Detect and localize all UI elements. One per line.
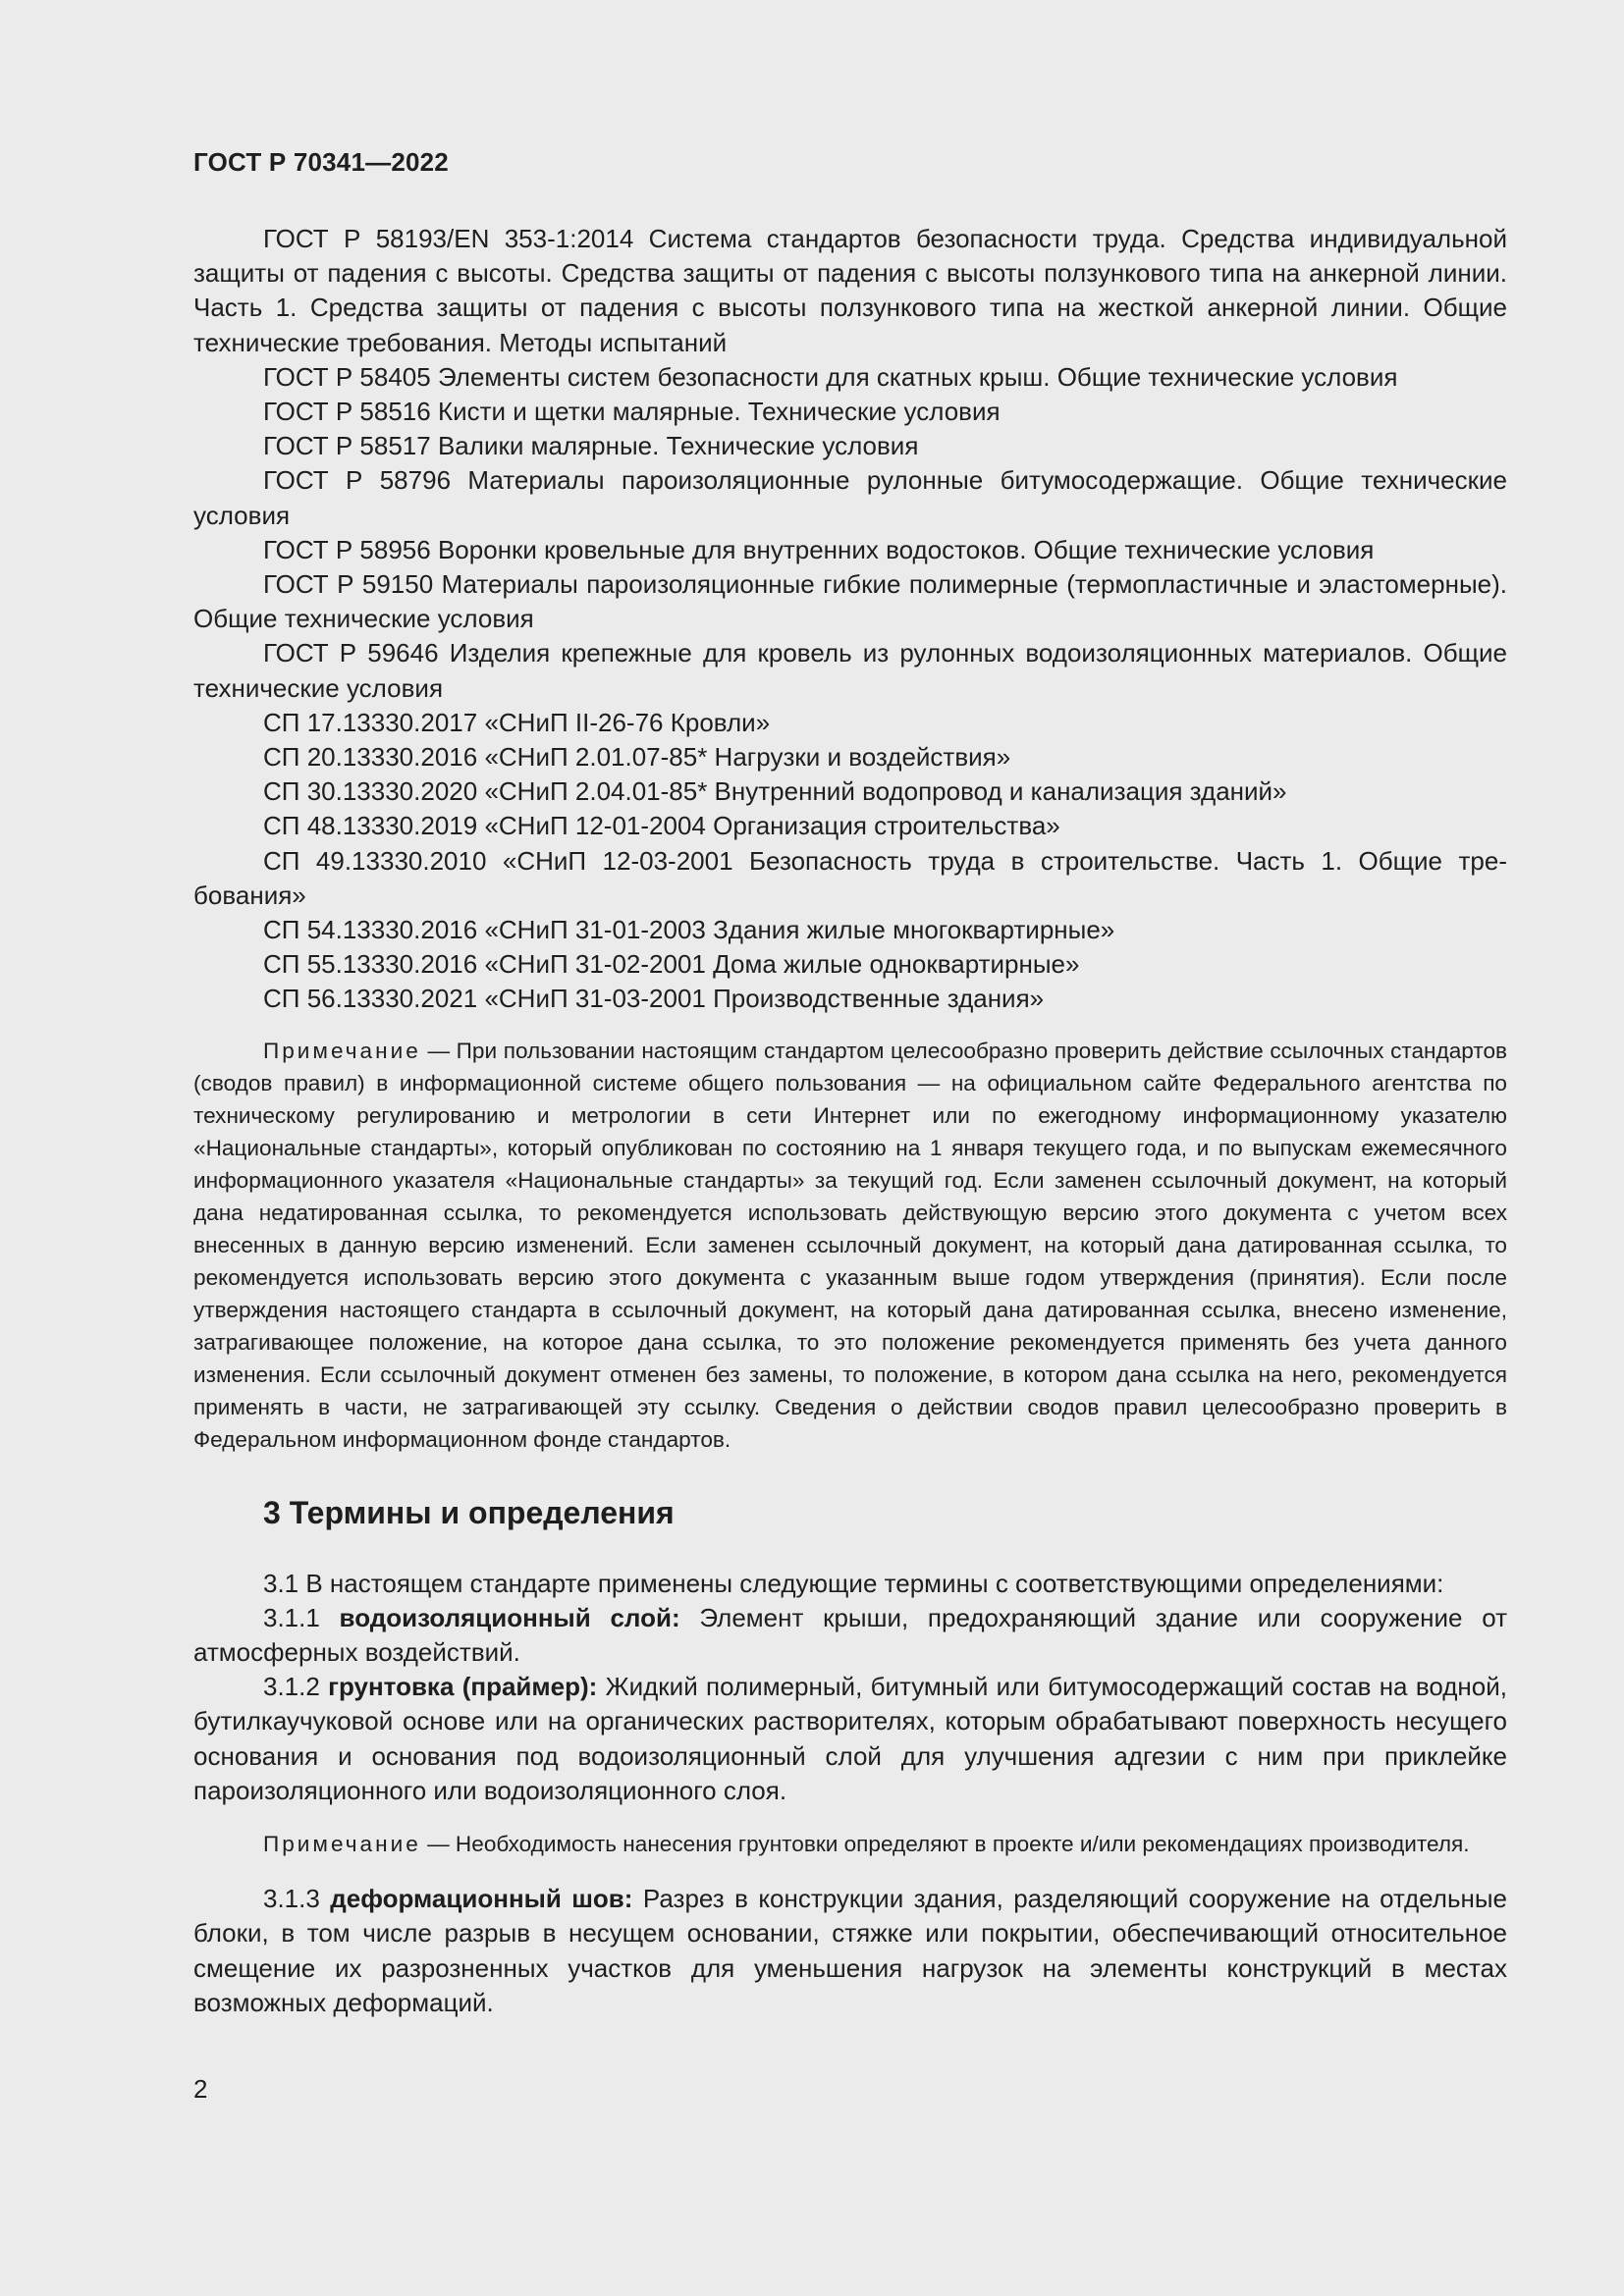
reference-title: Система стандартов безопасности труда. Средства индивидуальной защиты от падения с высоты. Средства защиты от падения с высоты ползункового типа на анкерной линии. Часть 1. Средства защиты от падения с высоты ползункового типа на жесткой анкерной линии. Общие технические требования. Методы испытаний [193, 224, 1507, 357]
reference-item [193, 463, 1507, 532]
term-number: 3.1.3 [263, 1884, 320, 1914]
note-primer [193, 1828, 1507, 1860]
term-definition: Элемент крыши, предохраняющий здание или сооружение от атмосферных воздействий. [193, 1602, 1508, 1668]
reference-code: СП 55.13330.2016 [263, 949, 478, 980]
reference-title: Элементы систем безопасности для скатных крыш. Общие технические условия [437, 361, 1398, 392]
note-label: Примечание [263, 1038, 421, 1063]
term-name: грунтовка (праймер): [328, 1672, 598, 1702]
reference-item [193, 982, 1507, 1016]
document-header: ГОСТ Р 70341—2022 [193, 147, 449, 177]
reference-title: Изделия крепежные для кровель из рулонных водоизоляционных материалов. Общие технические условия [193, 638, 1507, 703]
term-3-1-2 [193, 1670, 1507, 1808]
reference-code: СП 20.13330.2016 [263, 742, 478, 773]
reference-item [193, 395, 1507, 429]
term-3-1-3 [193, 1882, 1507, 2020]
term-name: водоизоляционный слой: [339, 1602, 680, 1632]
reference-title: «СНиП 31-01-2003 Здания жилые многоквартирные» [484, 915, 1115, 945]
reference-title: Валики малярные. Технические условия [437, 431, 919, 461]
note-label: Примечание [263, 1832, 421, 1857]
reference-code: ГОСТ Р 58193/EN 353-1:2014 [263, 224, 634, 253]
term-definition: Жидкий полимерный, битумный или битумосодержащий состав на водной, бутилкаучуковой основе или на органических растворителях, которым обрабатывают поверхность несущего основания и основания под водоизоляционный слой для улучшения адгезии с ним при приклейке пароизоляционного или водоизоляционного слоя. [193, 1672, 1507, 1805]
reference-item [193, 636, 1507, 705]
note-text: — При пользовании настоящим стандартом целесообразно проверить действие ссылочных стандартов (сводов правил) в информационной системе общего пользования — на официальном сайте Федерального агентства по техническому регулированию и метрологии в сети Интернет или по ежегодному информационному указателю «Национальные стандарты», который опубликован по состоянию на 1 января текущего года, и по выпускам ежемесячного информационного указателя «Национальные стандарты» за текущий год. Если заменен ссылочный документ, на который дана недатированная ссылка, то рекомендуется использовать действующую версию этого документа с учетом всех внесенных в данную версию изменений. Если заменен ссылочный документ, на который дана датированная ссылка, то рекомендуется использовать версию этого документа с указанным выше годом утверждения (принятия). Если после утверждения настоящего стандарта в ссылочный документ, на который дана датированная ссылка, внесено изменение, затрагивающее положение, на которое дана ссылка, то это положение рекомендуется применять без учета данного изменения. Если ссылочный документ отменен без замены, то положение, в котором дана ссылка на него, рекомендуется применять в части, не затрагивающей эту ссылку. Сведения о действии сводов правил целесообразно проверить в Федеральном информационном фонде стандартов. [193, 1038, 1508, 1452]
note-text: — Необходимость нанесения грунтовки определяют в проекте и/или рекомендациях производителя. [427, 1832, 1470, 1857]
reference-item [193, 774, 1507, 809]
reference-item [193, 222, 1507, 360]
page-number: 2 [193, 2074, 208, 2104]
reference-code: СП 48.13330.2019 [263, 811, 478, 841]
normative-references-list [193, 222, 1507, 1017]
reference-code: ГОСТ Р 58796 [263, 465, 452, 496]
reference-item [193, 809, 1507, 843]
reference-title: Кисти и щетки малярные. Технические условия [437, 397, 1001, 427]
reference-code: СП 56.13330.2021 [263, 984, 478, 1014]
reference-code: СП 49.13330.2010 [263, 845, 487, 876]
reference-title: «СНиП 31-03-2001 Производственные здания» [484, 984, 1045, 1014]
note-references [193, 1035, 1507, 1456]
reference-title: Материалы пароизоляционные гибкие полимерные (термопластичные и эластомерные). Общие технические условия [193, 569, 1507, 634]
term-number: 3.1.1 [263, 1602, 320, 1632]
reference-code: СП 54.13330.2016 [263, 915, 478, 945]
reference-code: ГОСТ Р 58956 [263, 534, 431, 564]
reference-title: «СНиП 31-02-2001 Дома жилые одноквартирные» [484, 949, 1080, 980]
term-3-1-1 [193, 1601, 1507, 1670]
reference-title: «СНиП 12-03-2001 Безопасность труда в строительстве. Часть 1. Общие требования» [193, 845, 1507, 910]
reference-item [193, 429, 1507, 463]
reference-title: «СНиП II-26-76 Кровли» [484, 707, 771, 737]
section-title: 3 Термины и определения [263, 1494, 675, 1530]
reference-title: «СНиП 2.01.07-85* Нагрузки и воздействия» [484, 742, 1011, 773]
reference-code: ГОСТ Р 59150 [263, 569, 434, 600]
reference-item [193, 360, 1507, 395]
reference-code: ГОСТ Р 58405 [263, 361, 431, 392]
term-number: 3.1.2 [263, 1672, 320, 1702]
term-name: деформационный шов: [330, 1884, 633, 1914]
reference-item [193, 533, 1507, 567]
term-definition: Разрез в конструкции здания, разделяющий сооружение на отдельные блоки, в том числе разрыв в несущем основании, стяжке или покрытии, обеспечивающий относительное смещение их разрозненных участков для уменьшения нагрузок на элементы конструкций в местах возможных деформаций. [193, 1884, 1507, 2017]
reference-item [193, 706, 1507, 740]
reference-item [193, 567, 1507, 636]
reference-item [193, 947, 1507, 982]
reference-item [193, 740, 1507, 774]
reference-title: Воронки кровельные для внутренних водостоков. Общие технические условия [437, 534, 1375, 564]
reference-title: «СНиП 2.04.01-85* Внутренний водопровод и канализация зданий» [484, 776, 1287, 807]
page-content [193, 222, 1507, 2020]
reference-code: ГОСТ Р 58516 [263, 397, 431, 427]
reference-code: СП 30.13330.2020 [263, 776, 478, 807]
reference-code: ГОСТ Р 59646 [263, 638, 439, 668]
reference-title: «СНиП 12-01-2004 Организация строительства» [484, 811, 1060, 841]
reference-item [193, 844, 1507, 913]
reference-code: ГОСТ Р 58517 [263, 431, 431, 461]
clause-3-1: 3.1 В настоящем стандарте применены следующие термины с соответствующими определениями: [263, 1568, 1444, 1598]
reference-title: Материалы пароизоляционные рулонные битумосодержащие. Общие технические условия [193, 465, 1507, 530]
reference-code: СП 17.13330.2017 [263, 707, 478, 737]
reference-item [193, 913, 1507, 947]
